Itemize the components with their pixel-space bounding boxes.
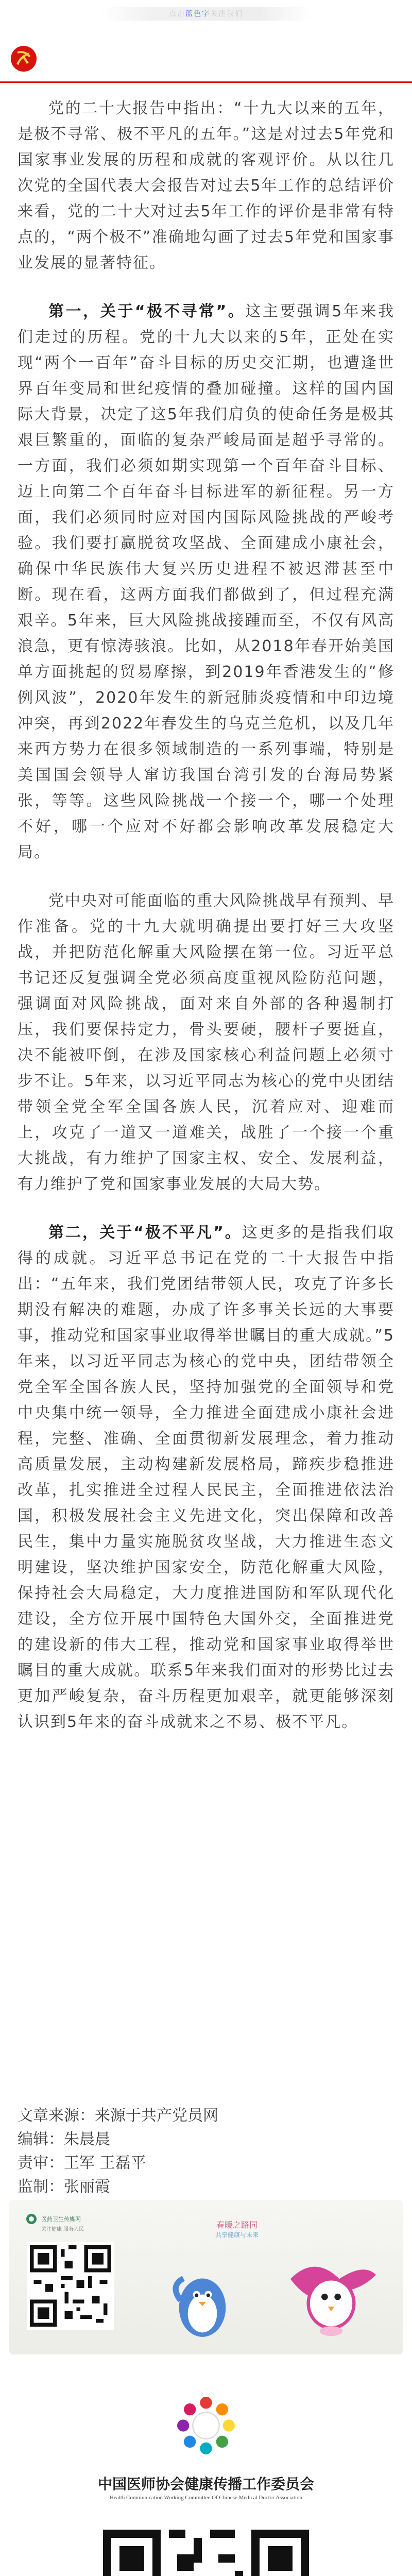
promo-card <box>9 2200 403 2354</box>
paragraph-first: 第一，关于“极不寻常”。这主要强调5年来我们走过的历程。党的十九大以来的5年，正处在实现“两个一百年”奋斗目标的历史交汇期，也遭逢世界百年变局和世纪疫情的叠加碰撞。这样的国内国际大背景，决定了这5年我们肩负的使命任务是极其艰巨繁重的，面临的复杂严峻局面是超乎寻常的。一方面，我们必须如期实现第一个百年奋斗目标、迈上向第二个百年奋斗目标进军的新征程。另一方面，我们必须同时应对国内国际风险挑战的严峻考验。我们要打赢脱贫攻坚战、全面建成小康社会，确保中华民族伟大复兴历史进程不被迟滞甚至中断。现在看，这两方面我们都做到了，但过程充满艰辛。5年来，巨大风险挑战接踵而至，不仅有风高浪急，更有惊涛骇浪。比如，从2018年春开始美国单方面挑起的贸易摩擦，到2019年香港发生的“修例风波”，2020年发生的新冠肺炎疫情和中印边境冲突，再到2022年春发生的乌克兰危机，以及几年来西方势力在很多领域制造的一系列事端，特别是美国国会领导人窜访我国台湾引发的台海局势紧张，等等。这些风险挑战一个接一个，哪一个处理不好，哪一个应对不好都会影响改革发展稳定大局。 <box>18 302 395 861</box>
committee-name-en: Health Communication Working Committee Of Chinese Medical Doctor Association <box>109 2495 303 2501</box>
paragraph-central: 党中央对可能面临的重大风险挑战早有预判、早作准备。党的十九大就明确提出要打好三大攻坚战，并把防范化解重大风险摆在第一位。习近平总书记还反复强调全党必须高度重视风险防范问题，强调面对风险挑战，面对来自外部的各种遏制打压，我们要保持定力，骨头要硬，腰杆子要挺直，决不能被吓倒，在涉及国家核心利益问题上必须寸步不让。5年来，以习近平同志为核心的党中央团结带领全党全军全国各族人民，沉着应对、迎难而上，攻克了一道又一道难关，战胜了一个接一个重大挑战，有力维护了国家主权、安全、发展利益，有力维护了党和国家事业发展的大局大势。 <box>18 892 394 1193</box>
mascot-blue-icon <box>164 2257 241 2344</box>
org-name: 医药卫生传媒网 <box>41 2216 81 2223</box>
committee-logo-icon <box>170 2389 242 2462</box>
top-banner <box>0 0 412 29</box>
credit-source: 文章来源：来源于共产党员网 <box>18 2107 218 2125</box>
paragraph-intro: 党的二十大报告中指出：“十九大以来的五年，是极不寻常、极不平凡的五年。”这是对过去5年党和国家事业发展的历程和成就的客观评价。从以往几次党的全国代表大会报告对过去5年工作的总结评价来看，党的二十大对过去5年工作的评价是非常有特点的，“两个极不”准确地勾画了过去5年党和国家事业发展的显著特征。 <box>18 99 394 272</box>
credit-reviewer: 责审：王军 王磊平 <box>18 2154 146 2172</box>
org-tagline: 关注健康 服务人民 <box>41 2227 84 2232</box>
qr-code-icon[interactable] <box>27 2242 114 2330</box>
follow-banner[interactable] <box>101 7 311 21</box>
promo-org <box>26 2213 134 2232</box>
article-body <box>18 96 394 1758</box>
credits <box>18 2104 394 2199</box>
paragraph-heading: 第一，关于“极不寻常”。 <box>48 302 246 320</box>
party-emblem-icon <box>10 45 37 72</box>
paragraph-heading: 第二，关于“极不平凡”。 <box>48 1224 242 1242</box>
mascot-pink-icon <box>277 2246 385 2344</box>
paragraph-second: 第二，关于“极不平凡”。这更多的是指我们取得的成就。习近平总书记在党的二十大报告中指出：“五年来，我们党团结带领人民，攻克了许多长期没有解决的难题，办成了许多事关长远的大事要事，推动党和国家事业取得举世瞩目的重大成就。”5年来，以习近平同志为核心的党中央，团结带领全党全军全国各族人民，坚持加强党的全面领导和党中央集中统一领导，全力推进全面建成小康社会进程，完整、准确、全面贯彻新发展理念，着力推动高质量发展，主动构建新发展格局，蹄疾步稳推进改革，扎实推进全过程人民民主，全面推进依法治国，积极发展社会主义先进文化，突出保障和改善民生，集中力量实施脱贫攻坚战，大力推进生态文明建设，坚决维护国家安全，防范化解重大风险，保持社会大局稳定，大力度推进国防和军队现代化建设，全方位开展中国特色大国外交，全面推进党的建设新的伟大工程，推动党和国家事业取得举世瞩目的重大成就。联系5年来我们面对的形势比过去更加严峻复杂，奋斗历程更加艰辛，就更能够深刻认识到5年来的奋斗成就来之不易、极不平凡。 <box>18 1224 395 1731</box>
credit-supervisor: 监制：张丽霞 <box>18 2178 110 2196</box>
qr-code-icon[interactable] <box>103 2530 309 2576</box>
header-rule <box>0 37 412 83</box>
committee-card <box>9 2375 403 2576</box>
promo-slogan: 春暖之路同 共享健康与未来 <box>215 2220 259 2239</box>
credit-editor: 编辑：朱晨晨 <box>18 2130 110 2148</box>
red-divider <box>0 81 412 83</box>
follow-banner-text: 点击蓝色字关注我们 <box>169 10 243 18</box>
committee-name: 中国医师协会健康传播工作委员会 <box>97 2477 314 2493</box>
org-logo-icon <box>26 2213 37 2225</box>
